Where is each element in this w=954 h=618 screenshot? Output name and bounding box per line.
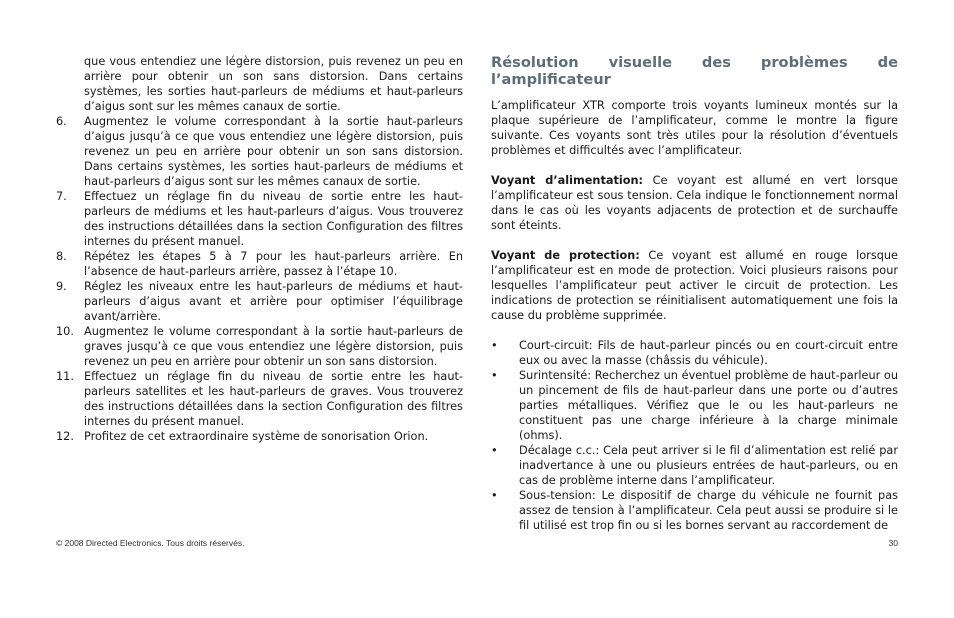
section-heading	[491, 54, 898, 88]
step-number: 6.	[56, 115, 67, 128]
list-item	[56, 114, 463, 189]
step-text: Augmentez le volume correspondant à la sortie haut-parleurs d’aigus jusqu’à ce que vous entendiez une légère distorsion, puis revenez un peu en arrière pour obtenir un son sans distorsion. Dans certains systèmes, les sorties haut-parleurs de médiums et haut-parleurs d’aigus sont sur les mêmes canaux de sortie.	[84, 115, 463, 188]
protection-led-paragraph	[491, 248, 898, 323]
step-text: Réglez les niveaux entre les haut-parleurs de médiums et haut-parleurs d’aigus avant et arrière pour optimiser l’équilibrage avant/arrière.	[84, 280, 463, 323]
bullet-item	[491, 368, 898, 443]
step-text: Profitez de cet extraordinaire système de sonorisation Orion.	[84, 430, 429, 443]
bullet-mark: •	[491, 444, 498, 457]
step-5-continuation: que vous entendiez une légère distorsion, puis revenez un peu en arrière pour obtenir un son sans distorsion. Dans certains systèmes, les sorties haut-parleurs de médiums et haut-parleurs d’aigus sont sur les mêmes canaux de sortie.	[84, 55, 463, 113]
step-number: 8.	[56, 250, 67, 263]
bullet-text: Surintensité: Recherchez un éventuel problème de haut-parleur ou un pincement de fils de haut-parleur dans une porte ou d’autres parties métalliques. Vérifiez que le ou les haut-parleurs ne constituent pas une charge inférieure à la charge minimale (ohms).	[519, 369, 898, 442]
page-number: 30	[888, 538, 898, 548]
left-column	[56, 54, 463, 444]
bullet-mark: •	[491, 489, 498, 502]
power-led-text: Ce voyant est allumé en vert lorsque l’amplificateur est sous tension. Cela indique le fonctionnement normal dans le cas où les voyants adjacents de protection et de surchauffe sont éteints.	[491, 174, 898, 232]
step-number: 7.	[56, 190, 67, 203]
power-led-paragraph	[491, 173, 898, 233]
list-item	[56, 279, 463, 324]
step-number: 12.	[56, 430, 74, 443]
right-column	[491, 54, 898, 533]
list-item	[56, 324, 463, 369]
copyright-footer: © 2008 Directed Electronics. Tous droits réservés.	[56, 538, 245, 548]
bullet-item	[491, 443, 898, 488]
step-text: Répétez les étapes 5 à 7 pour les haut-parleurs arrière. En l’absence de haut-parleurs arrière, passez à l’étape 10.	[84, 250, 463, 278]
step-number: 9.	[56, 280, 67, 293]
step-number: 11.	[56, 370, 74, 383]
heading-line-2: l’amplificateur	[491, 71, 611, 88]
bullet-item	[491, 338, 898, 368]
bullet-mark: •	[491, 369, 498, 382]
step-text: Effectuez un réglage fin du niveau de sortie entre les haut-parleurs de médiums et les haut-parleurs d’aigus. Vous trouverez des instructions détaillées dans la section Configuration des filtres internes du présent manuel.	[84, 190, 463, 248]
step-number: 10.	[56, 325, 74, 338]
heading-line-1: Résolution visuelle des problèmes de	[491, 54, 898, 71]
step-text: Augmentez le volume correspondant à la sortie haut-parleurs de graves jusqu’à ce que vous entendiez une légère distorsion, puis revenez un peu en arrière pour obtenir un son sans distorsion.	[84, 325, 463, 368]
bullet-text: Sous-tension: Le dispositif de charge du véhicule ne fournit pas assez de tension à l’amplificateur. Cela peut aussi se produire si le fil utilisé est trop fin ou si les bornes servant au raccordement de	[519, 489, 898, 532]
list-item	[56, 189, 463, 249]
bullet-text: Court-circuit: Fils de haut-parleur pincés ou en court-circuit entre eux ou avec la masse (châssis du véhicule).	[519, 339, 898, 367]
bullet-item	[491, 488, 898, 533]
bullet-text: Décalage c.c.: Cela peut arriver si le fil d’alimentation est relié par inadvertance à une ou plusieurs entrées de haut-parleurs, ou en cas de problème interne dans l’amplificateur.	[519, 444, 898, 487]
protection-led-text: Ce voyant est allumé en rouge lorsque l’amplificateur est en mode de protection. Voici plusieurs raisons pour lesquelles l’amplificateur peut activer le circuit de protection. Les indications de protection se réinitialisent automatiquement une fois la cause du problème supprimée.	[491, 249, 898, 322]
bullet-mark: •	[491, 339, 498, 352]
list-item	[56, 249, 463, 279]
list-item	[56, 429, 463, 444]
step-text: Effectuez un réglage fin du niveau de sortie entre les haut-parleurs satellites et les haut-parleurs de graves. Vous trouverez des instructions détaillées dans la section Configuration des filtres internes du présent manuel.	[84, 370, 463, 428]
power-led-label: Voyant d’alimentation:	[491, 174, 644, 187]
list-item	[56, 369, 463, 429]
protection-led-label: Voyant de protection:	[491, 249, 640, 262]
intro-paragraph: L’amplificateur XTR comporte trois voyants lumineux montés sur la plaque supérieure de l’amplificateur, comme le montre la figure suivante. Ces voyants sont très utiles pour la résolution d’éventuels problèmes et difficultés avec l’amplificateur.	[491, 99, 898, 157]
